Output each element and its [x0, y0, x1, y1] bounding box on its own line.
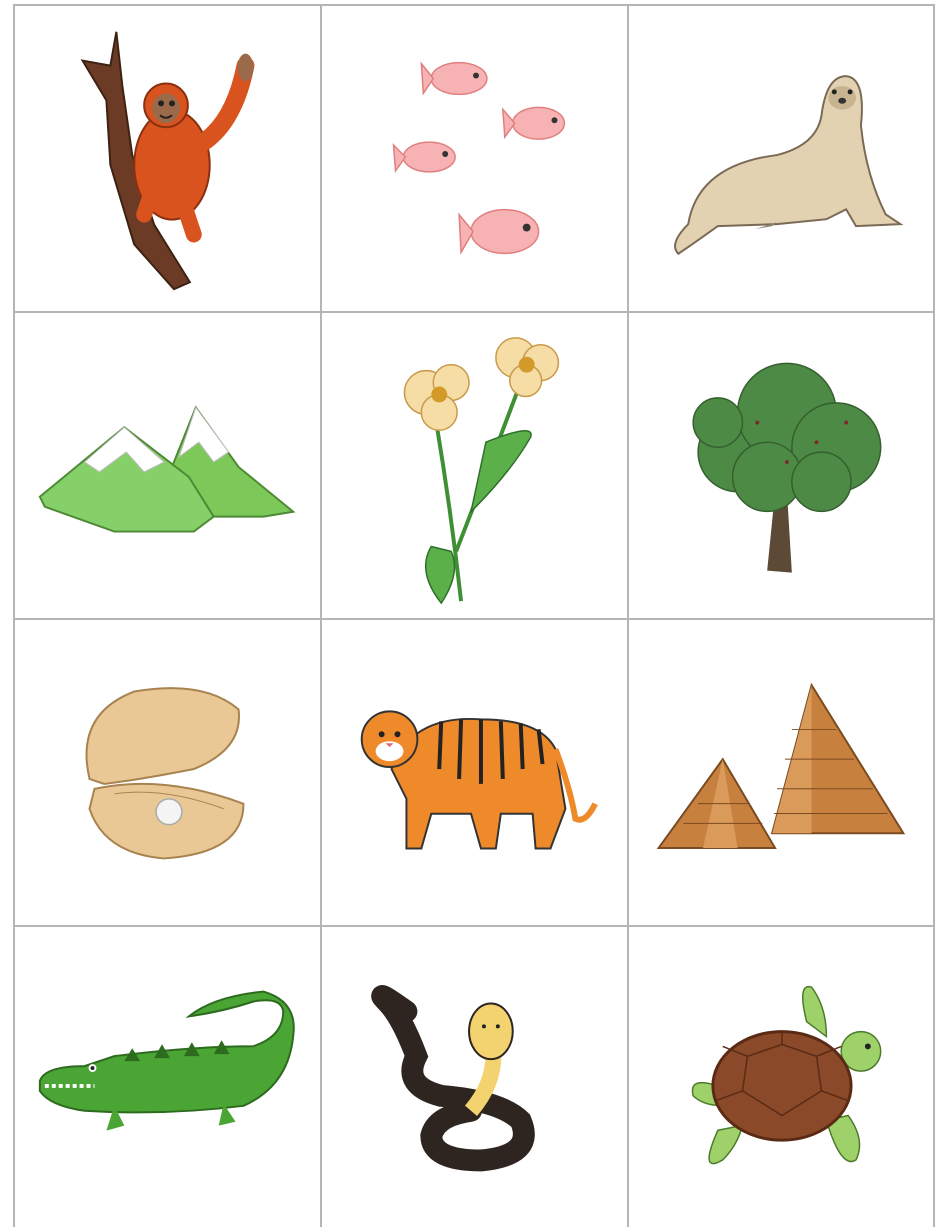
tree-icon: [629, 313, 933, 618]
card-orangutan: [13, 4, 320, 311]
card-pearl-oyster: [13, 618, 320, 925]
sea-turtle-icon: [629, 927, 933, 1227]
tiger-icon: [322, 620, 627, 925]
card-cobra: [320, 925, 627, 1227]
card-sea-turtle: [627, 925, 935, 1227]
card-fish: [320, 4, 627, 311]
card-tree: [627, 311, 935, 618]
card-mountains: [13, 311, 320, 618]
card-pyramids: [627, 618, 935, 925]
card-grid: [13, 4, 935, 1227]
flowers-icon: [322, 313, 627, 618]
fish-school-icon: [322, 6, 627, 311]
card-flowers: [320, 311, 627, 618]
pearl-oyster-icon: [15, 620, 320, 925]
mountains-icon: [15, 313, 320, 618]
card-sea-lion: [627, 4, 935, 311]
pyramids-icon: [629, 620, 933, 925]
sea-lion-icon: [629, 6, 933, 311]
crocodile-icon: [15, 927, 320, 1227]
card-crocodile: [13, 925, 320, 1227]
orangutan-icon: [15, 6, 320, 311]
card-tiger: [320, 618, 627, 925]
cobra-icon: [322, 927, 627, 1227]
